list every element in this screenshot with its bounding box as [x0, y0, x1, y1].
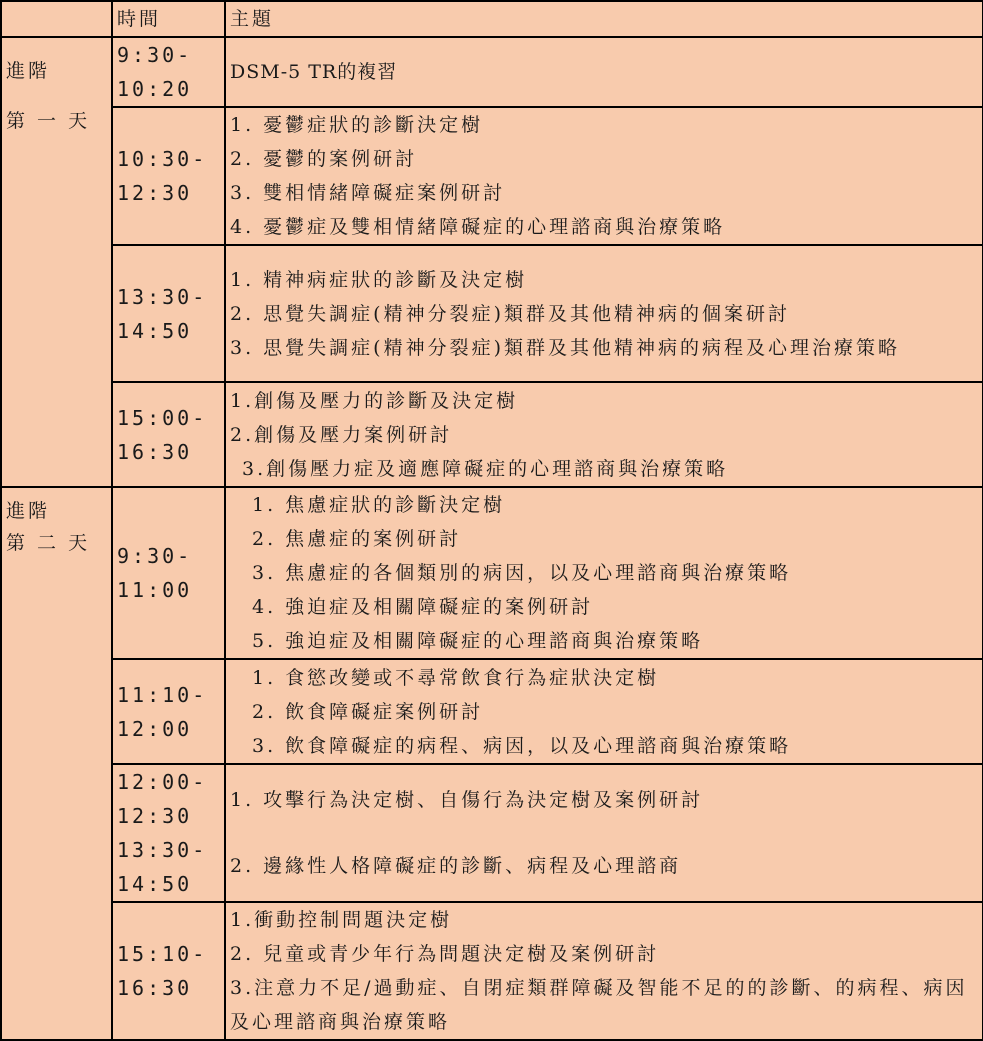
- time-cell: 9:30- 11:00: [112, 487, 225, 659]
- topic-cell: 1. 憂鬱症狀的診斷決定樹 2. 憂鬱的案例研討 3. 雙相情緒障礙症案例研討 4. 憂鬱症及雙相情緒障礙症的心理諮商與治療策略: [225, 107, 983, 245]
- day1-line1: 進階: [6, 60, 51, 82]
- table-row: [1, 37, 983, 107]
- topic-cell: 1.創傷及壓力的診斷及決定樹 2.創傷及壓力案例研討 3.創傷壓力症及適應障礙症的心理諮商與治療策略: [225, 382, 983, 487]
- time-cell: 15:00- 16:30: [112, 382, 225, 487]
- topic-cell: 1. 攻擊行為決定樹、自傷行為決定樹及案例研討 2. 邊緣性人格障礙症的診斷、病程及心理諮商: [225, 764, 983, 902]
- time-cell: 15:10- 16:30: [112, 902, 225, 1040]
- table-row: [1, 902, 983, 1040]
- topic-cell: 1.衝動控制問題決定樹 2. 兒童或青少年行為問題決定樹及案例研討 3.注意力不足/過動症、自閉症類群障礙及智能不足的的診斷、的病程、病因及心理諮商與治療策略: [225, 902, 983, 1040]
- table-row: [1, 245, 983, 382]
- day2-line1: 進階: [6, 500, 51, 522]
- time-cell: 10:30- 12:30: [112, 107, 225, 245]
- day2-line2: 第 二 天: [6, 532, 91, 554]
- table-row: [1, 659, 983, 764]
- topic-cell: 1. 焦慮症狀的診斷決定樹 2. 焦慮症的案例研討 3. 焦慮症的各個類別的病因，以及心理諮商與治療策略 4. 強迫症及相關障礙症的案例研討 5. 強迫症及相關障礙症的心理諮商與治療策略: [225, 487, 983, 659]
- day1-line2: 第 一 天: [6, 110, 91, 132]
- day1-label: [1, 37, 112, 487]
- time-cell: 11:10- 12:00: [112, 659, 225, 764]
- day2-label: [1, 487, 112, 1040]
- time-cell: 13:30- 14:50: [112, 245, 225, 382]
- time-cell: 9:30- 10:20: [112, 37, 225, 107]
- table-row: [1, 487, 983, 659]
- table-row: [1, 382, 983, 487]
- topic-cell: 1. 食慾改變或不尋常飲食行為症狀決定樹 2. 飲食障礙症案例研討 3. 飲食障礙症的病程、病因，以及心理諮商與治療策略: [225, 659, 983, 764]
- table-row: [1, 764, 983, 902]
- header-row: [1, 1, 983, 37]
- time-cell: 12:00- 12:30 13:30- 14:50: [112, 764, 225, 902]
- topic-cell: DSM-5 TR的複習: [225, 37, 983, 107]
- table-row: [1, 107, 983, 245]
- header-empty-cell: [1, 1, 112, 37]
- header-time: 時間: [112, 1, 225, 37]
- header-topic: 主題: [225, 1, 983, 37]
- topic-cell: 1. 精神病症狀的診斷及決定樹 2. 思覺失調症(精神分裂症)類群及其他精神病的個案研討 3. 思覺失調症(精神分裂症)類群及其他精神病的病程及心理治療策略: [225, 245, 983, 382]
